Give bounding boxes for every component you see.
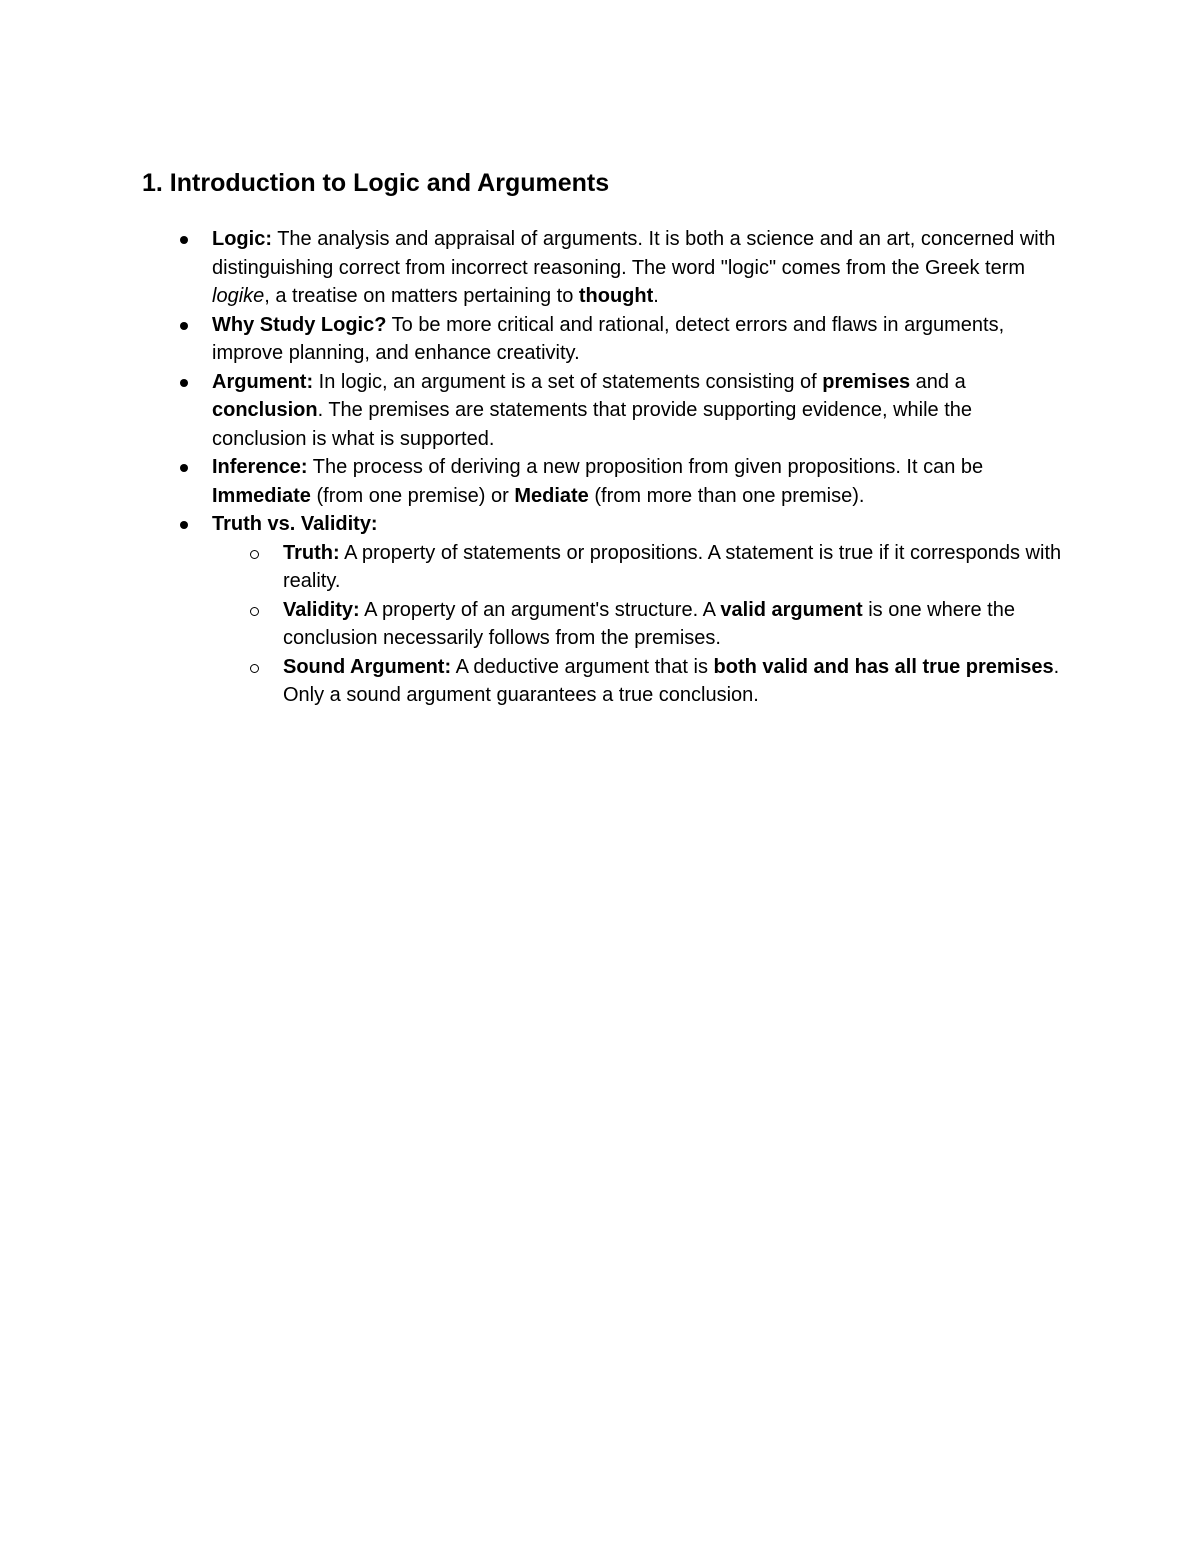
definition-text: (from one premise) or xyxy=(310,484,515,507)
definition-text: A property of an argument's structure. A xyxy=(359,598,721,621)
bold-term: valid argument xyxy=(720,598,863,621)
definition-text: To be more critical and rational, detect errors and flaws in arguments, improve planning, and enhance creativity. xyxy=(212,313,1005,364)
term-truth: Truth: xyxy=(283,541,340,564)
hollow-bullet-icon xyxy=(250,550,259,559)
bullet-icon xyxy=(180,379,188,387)
list-item-logic xyxy=(212,225,1072,311)
term-sound-argument: Sound Argument: xyxy=(283,655,452,678)
definition-text: . The premises are statements that provide supporting evidence, while the conclusion is what is supported. xyxy=(212,399,973,450)
term-argument: Argument: xyxy=(212,370,314,393)
term-inference: Inference: xyxy=(212,456,308,478)
definition-text: , a treatise on matters pertaining to xyxy=(264,285,579,307)
sub-item-truth xyxy=(283,539,1072,596)
italic-term: logike xyxy=(212,285,265,307)
bold-term: premises xyxy=(822,370,911,393)
definition-text: is one where the conclusion necessarily follows from the premises. xyxy=(283,598,1015,649)
definition-text: . xyxy=(653,285,659,307)
sub-bullet-list xyxy=(212,539,1072,710)
hollow-bullet-icon xyxy=(250,607,259,616)
term-logic: Logic: xyxy=(212,228,272,250)
term-truth-vs-validity: Truth vs. Validity: xyxy=(212,513,378,535)
bold-term: thought xyxy=(578,285,654,307)
list-item-inference xyxy=(212,453,1072,510)
definition-text: . Only a sound argument guarantees a true conclusion. xyxy=(283,655,1060,706)
bold-term: Immediate xyxy=(212,484,311,507)
definition-text: The process of deriving a new proposition from given propositions. It can be xyxy=(307,456,984,478)
bold-term: both valid and has all true premises xyxy=(713,655,1054,678)
sub-item-validity xyxy=(283,596,1072,653)
bullet-list xyxy=(212,225,1072,710)
definition-text: The analysis and appraisal of arguments. It is both a science and an art, concerned with distinguishing correct from incorrect reasoning. The word "logic" comes from the Greek term xyxy=(212,228,1056,279)
definition-text: In logic, an argument is a set of statements consisting of xyxy=(313,370,823,393)
bullet-icon xyxy=(180,236,188,244)
bold-term: conclusion xyxy=(212,399,318,421)
bold-term: Mediate xyxy=(514,484,589,507)
definition-text: A deductive argument that is xyxy=(451,655,714,678)
term-validity: Validity: xyxy=(283,598,360,621)
definition-text: A property of statements or propositions. A statement is true if it corresponds with reality. xyxy=(283,541,1062,592)
definition-text: (from more than one premise). xyxy=(588,484,865,507)
bullet-icon xyxy=(180,521,188,529)
hollow-bullet-icon xyxy=(250,664,259,673)
list-item-why-study-logic xyxy=(212,311,1072,368)
list-item-truth-vs-validity xyxy=(212,510,1072,710)
bullet-icon xyxy=(180,322,188,330)
sub-item-sound-argument xyxy=(283,653,1072,710)
term-why-study-logic: Why Study Logic? xyxy=(212,313,387,336)
section-heading: 1. Introduction to Logic and Arguments xyxy=(142,169,610,197)
bullet-icon xyxy=(180,464,188,472)
definition-text: and a xyxy=(910,370,966,393)
list-item-argument xyxy=(212,368,1072,454)
